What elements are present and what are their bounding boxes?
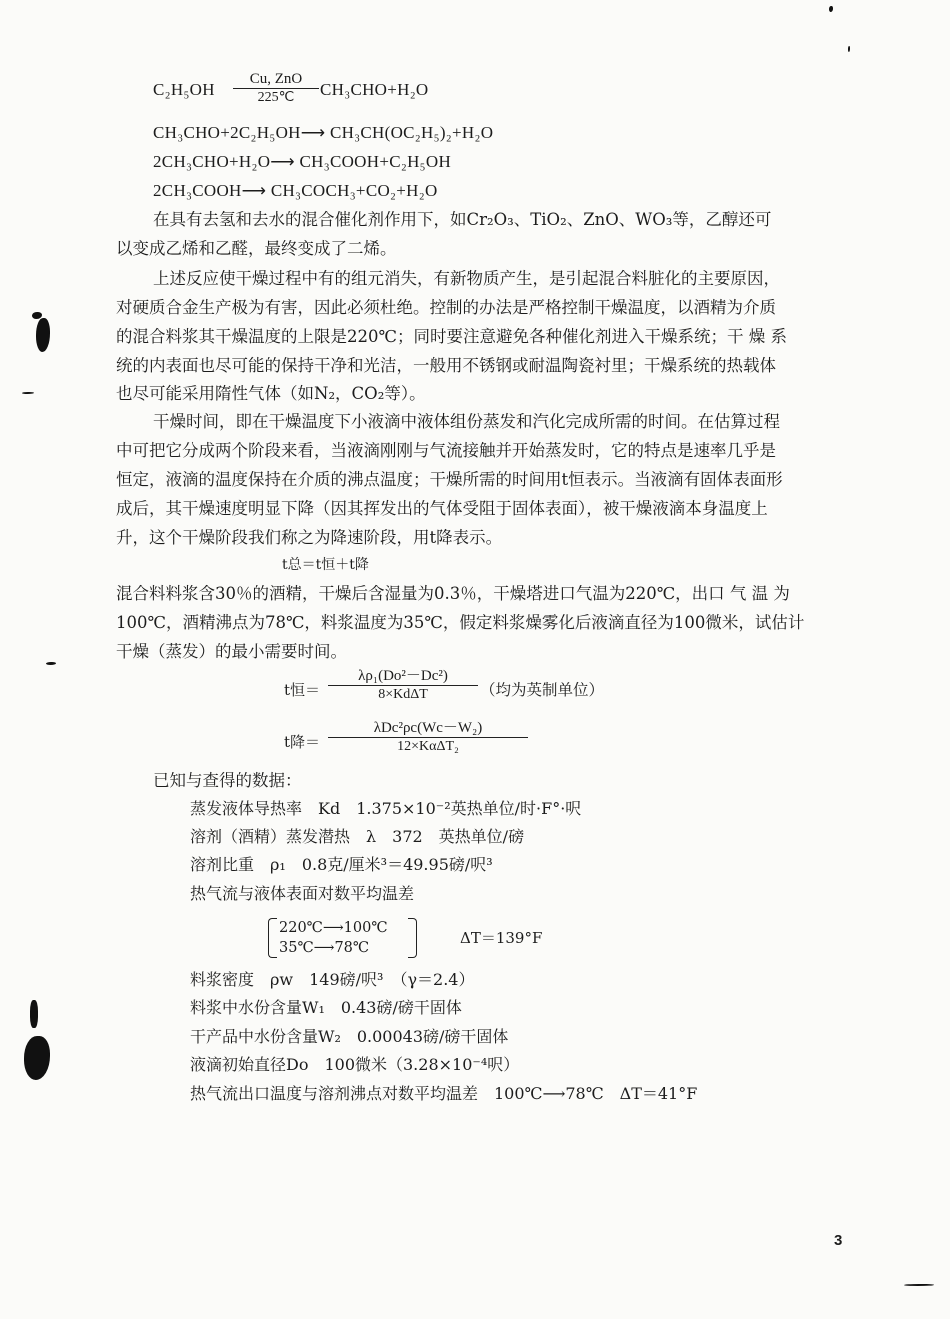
scan-speck	[904, 1284, 934, 1286]
scan-speck	[848, 46, 850, 52]
formula-2-numerator: λDc²ρc(Wc－W₂)	[328, 719, 528, 738]
reaction-1-catalyst	[233, 70, 319, 107]
paragraph-2-line-2: 对硬质合金生产极为有害，因此必须杜绝。控制的办法是严格控制干燥温度，以酒精为介质	[116, 298, 776, 317]
reaction-1-product: CH₃CHO+H₂O	[320, 80, 429, 99]
scan-speck	[36, 318, 50, 352]
bracket-result: ΔT＝139°F	[460, 929, 543, 947]
catalyst-top: Cu, ZnO	[233, 70, 319, 89]
bracket-line-bottom: 35℃⟶78℃	[279, 940, 370, 956]
paragraph-1-line-2: 以变成乙烯和乙醛，最终变成了二烯。	[116, 239, 397, 258]
formula-1-label: t恒＝	[284, 681, 321, 699]
paragraph-2-line-1: 上述反应使干燥过程中有的组元消失，有新物质产生，是引起混合料脏化的主要原因，	[153, 269, 780, 288]
right-bracket	[408, 918, 417, 958]
scan-speck	[46, 662, 56, 665]
paragraph-3-line-4: 成后，其干燥速度明显下降（因其挥发出的气体受阻于固体表面），被干燥液滴本身温度上	[116, 499, 768, 518]
known-data-item-8: 液滴初始直径Do 100微米（3.28×10⁻⁴呎）	[190, 1055, 520, 1074]
scan-speck	[22, 392, 34, 394]
paragraph-2-line-3: 的混合料浆其干燥温度的上限是220℃；同时要注意避免各种催化剂进入干燥系统；干 燥 系	[116, 327, 787, 346]
known-data-item-6: 料浆中水份含量W₁ 0.43磅/磅干固体	[190, 998, 462, 1017]
catalyst-bottom: 225℃	[257, 90, 295, 105]
known-data-item-1: 蒸发液体导热率 Kd 1.375×10⁻²英热单位/时·F°·呎	[190, 799, 582, 818]
paragraph-3-line-3: 恒定，液滴的温度保持在介质的沸点温度；干燥所需的时间用t恒表示。当液滴有固体表面形	[116, 470, 783, 489]
scan-speck	[30, 1000, 38, 1028]
page-number: 3	[834, 1232, 843, 1249]
paragraph-2-line-5: 也尽可能采用隋性气体（如N₂，CO₂等）。	[116, 384, 426, 403]
total-time-equation: t总＝t恒＋t降	[282, 557, 369, 573]
known-data-item-3: 溶剂比重 ρ₁ 0.8克/厘米³＝49.95磅/呎³	[190, 855, 493, 874]
scan-speck	[829, 6, 833, 12]
known-data-item-5: 料浆密度 ρw 149磅/呎³ （γ＝2.4）	[190, 970, 475, 989]
reaction-4: 2CH₃COOH⟶ CH₃COCH₃+CO₂+H₂O	[153, 181, 438, 200]
formula-2-label: t降＝	[284, 733, 321, 751]
formula-2-fraction	[328, 719, 528, 756]
formula-1-numerator: λρ₁(Do²－Dc²)	[328, 667, 478, 686]
paragraph-3-line-2: 中可把它分成两个阶段来看，当液滴刚刚与气流接触并开始蒸发时，它的特点是速率几乎是	[116, 441, 776, 460]
reaction-3: 2CH₃CHO+H₂O⟶ CH₃COOH+C₂H₅OH	[153, 152, 452, 171]
formula-1-fraction	[328, 667, 478, 704]
formula-1-note: （均为英制单位）	[480, 681, 605, 699]
paragraph-4-line-1: 混合料料浆含30％的酒精，干燥后含湿量为0.3％，干燥塔进口气温为220℃，出口 气 温 为	[116, 584, 790, 603]
bracket-line-top: 220℃⟶100℃	[279, 920, 388, 936]
scan-speck	[24, 1036, 50, 1080]
known-data-item-4: 热气流与液体表面对数平均温差	[190, 884, 415, 903]
reaction-1-reactant: C₂H₅OH	[153, 80, 215, 99]
reaction-2: CH₃CHO+2C₂H₅OH⟶ CH₃CH(OC₂H₅)₂+H₂O	[153, 123, 494, 142]
known-data-item-2: 溶剂（酒精）蒸发潜热 λ 372 英热单位/磅	[190, 827, 525, 846]
paragraph-4-line-2: 100℃，酒精沸点为78℃，料浆温度为35℃，假定料浆燥雾化后液滴直径为100微米，试估计	[116, 613, 805, 632]
known-data-item-9: 热气流出口温度与溶剂沸点对数平均温差 100℃⟶78℃ ΔT＝41°F	[190, 1084, 698, 1103]
known-data-heading: 已知与查得的数据：	[153, 771, 302, 790]
paragraph-1-line-1: 在具有去氢和去水的混合催化剂作用下，如Cr₂O₃、TiO₂、ZnO、WO₃等，乙醇还可	[153, 210, 772, 229]
paragraph-2-line-4: 统的内表面也尽可能的保持干净和光洁，一般用不锈钢或耐温陶瓷衬里；干燥系统的热载体	[116, 356, 776, 375]
known-data-item-7: 干产品中水份含量W₂ 0.00043磅/磅干固体	[190, 1027, 509, 1046]
left-bracket	[268, 918, 277, 958]
formula-2-denominator: 12×KαΔT₂	[397, 739, 459, 754]
formula-1-denominator: 8×KdΔT	[378, 687, 428, 702]
paragraph-4-line-3: 干燥（蒸发）的最小需要时间。	[116, 642, 347, 661]
paragraph-3-line-5: 升，这个干燥阶段我们称之为降速阶段，用t降表示。	[116, 528, 503, 547]
paragraph-3-line-1: 干燥时间，即在干燥温度下小液滴中液体组份蒸发和汽化完成所需的时间。在估算过程	[153, 412, 780, 431]
